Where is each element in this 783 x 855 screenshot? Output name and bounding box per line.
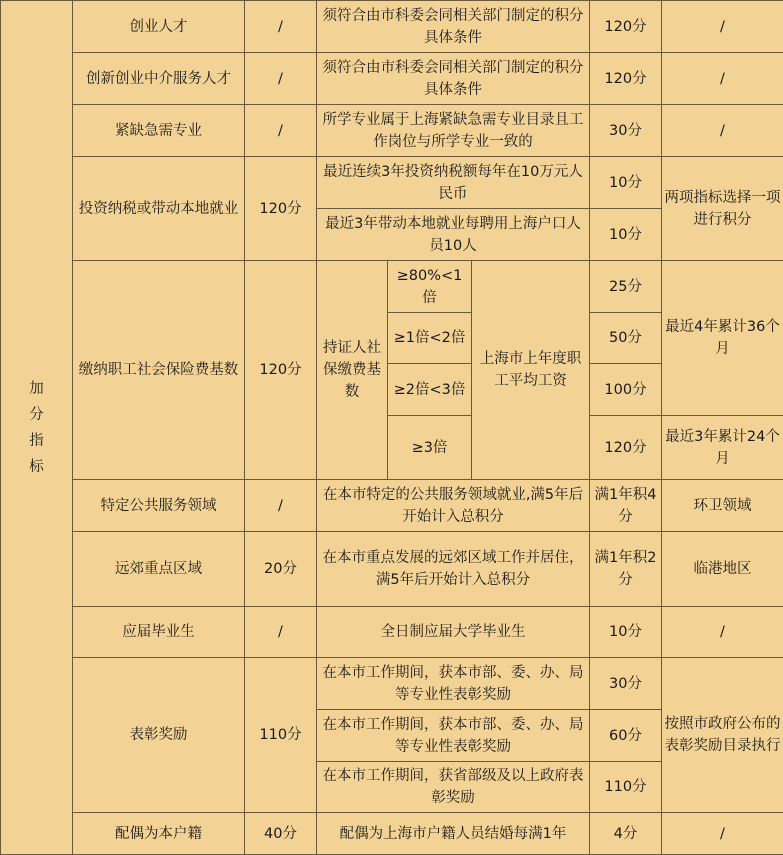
item-points: 10分	[590, 607, 662, 658]
table-row	[1, 53, 783, 105]
item-points: 30分	[590, 105, 662, 157]
item-score: 20分	[245, 532, 317, 607]
table-row	[1, 105, 783, 157]
item-condition: 在本市工作期间，获本市部、委、办、局等专业性表彰奖励	[317, 710, 590, 762]
item-condition: 在本市工作期间，获省部级及以上政府表彰奖励	[317, 762, 590, 813]
item-score: /	[245, 1, 317, 53]
item-condition: 最近3年带动本地就业每聘用上海户口人员10人	[317, 209, 590, 261]
item-condition: 在本市工作期间，获本市部、委、办、局等专业性表彰奖励	[317, 658, 590, 710]
category-cell	[1, 1, 73, 855]
item-tier: ≥3倍	[388, 416, 472, 480]
item-name: 紧缺急需专业	[73, 105, 245, 157]
item-tier: ≥1倍<2倍	[388, 313, 472, 364]
item-name: 配偶为本户籍	[73, 813, 245, 855]
item-points: 100分	[590, 364, 662, 416]
item-note: 环卫领域	[662, 480, 783, 532]
item-note: /	[662, 607, 783, 658]
item-name: 远郊重点区域	[73, 532, 245, 607]
item-name: 投资纳税或带动本地就业	[73, 157, 245, 261]
item-name: 创业人才	[73, 1, 245, 53]
table-row	[1, 658, 783, 710]
table-row	[1, 813, 783, 855]
item-points: 50分	[590, 313, 662, 364]
item-points: 10分	[590, 209, 662, 261]
item-points: 10分	[590, 157, 662, 209]
item-name: 应届毕业生	[73, 607, 245, 658]
item-name: 创新创业中介服务人才	[73, 53, 245, 105]
item-condition: 在本市重点发展的远郊区域工作并居住，满5年后开始计入总积分	[317, 532, 590, 607]
item-condition: 全日制应届大学毕业生	[317, 607, 590, 658]
item-score: /	[245, 53, 317, 105]
item-name: 表彰奖励	[73, 658, 245, 813]
item-score: /	[245, 480, 317, 532]
item-base: 持证人社保缴费基数	[317, 261, 388, 480]
item-tier: ≥80%<1倍	[388, 261, 472, 313]
item-note: /	[662, 813, 783, 855]
item-points: 4分	[590, 813, 662, 855]
item-note: 最近3年累计24个月	[662, 416, 783, 480]
item-points: 120分	[590, 53, 662, 105]
item-condition: 所学专业属于上海紧缺急需专业目录且工作岗位与所学专业一致的	[317, 105, 590, 157]
item-points: 60分	[590, 710, 662, 762]
item-condition: 配偶为上海市户籍人员结婚每满1年	[317, 813, 590, 855]
item-points: 120分	[590, 1, 662, 53]
table-row	[1, 532, 783, 607]
table-row	[1, 157, 783, 209]
item-points: 110分	[590, 762, 662, 813]
item-points: 25分	[590, 261, 662, 313]
item-score: 40分	[245, 813, 317, 855]
table-row	[1, 1, 783, 53]
item-note: /	[662, 53, 783, 105]
item-points: 120分	[590, 416, 662, 480]
category-label: 加 分 指 标	[29, 376, 44, 480]
table-row	[1, 480, 783, 532]
item-points: 30分	[590, 658, 662, 710]
item-note: 最近4年累计36个月	[662, 261, 783, 416]
item-points: 满1年积4分	[590, 480, 662, 532]
item-note: /	[662, 1, 783, 53]
item-points: 满1年积2分	[590, 532, 662, 607]
item-tier: ≥2倍<3倍	[388, 364, 472, 416]
item-condition: 在本市特定的公共服务领域就业,满5年后开始计入总积分	[317, 480, 590, 532]
item-note: 临港地区	[662, 532, 783, 607]
item-score: /	[245, 607, 317, 658]
item-condition: 须符合由市科委会同相关部门制定的积分具体条件	[317, 53, 590, 105]
item-name: 特定公共服务领域	[73, 480, 245, 532]
item-condition: 最近连续3年投资纳税额每年在10万元人民币	[317, 157, 590, 209]
item-note: 按照市政府公布的表彰奖励目录执行	[662, 658, 783, 813]
item-note: 两项指标选择一项进行积分	[662, 157, 783, 261]
item-note: /	[662, 105, 783, 157]
item-score: 120分	[245, 157, 317, 261]
item-score: 120分	[245, 261, 317, 480]
table-row	[1, 261, 783, 313]
item-score: /	[245, 105, 317, 157]
item-condition: 须符合由市科委会同相关部门制定的积分具体条件	[317, 1, 590, 53]
item-score: 110分	[245, 658, 317, 813]
table-row	[1, 607, 783, 658]
item-name: 缴纳职工社会保险费基数	[73, 261, 245, 480]
item-reference: 上海市上年度职工平均工资	[472, 261, 590, 480]
